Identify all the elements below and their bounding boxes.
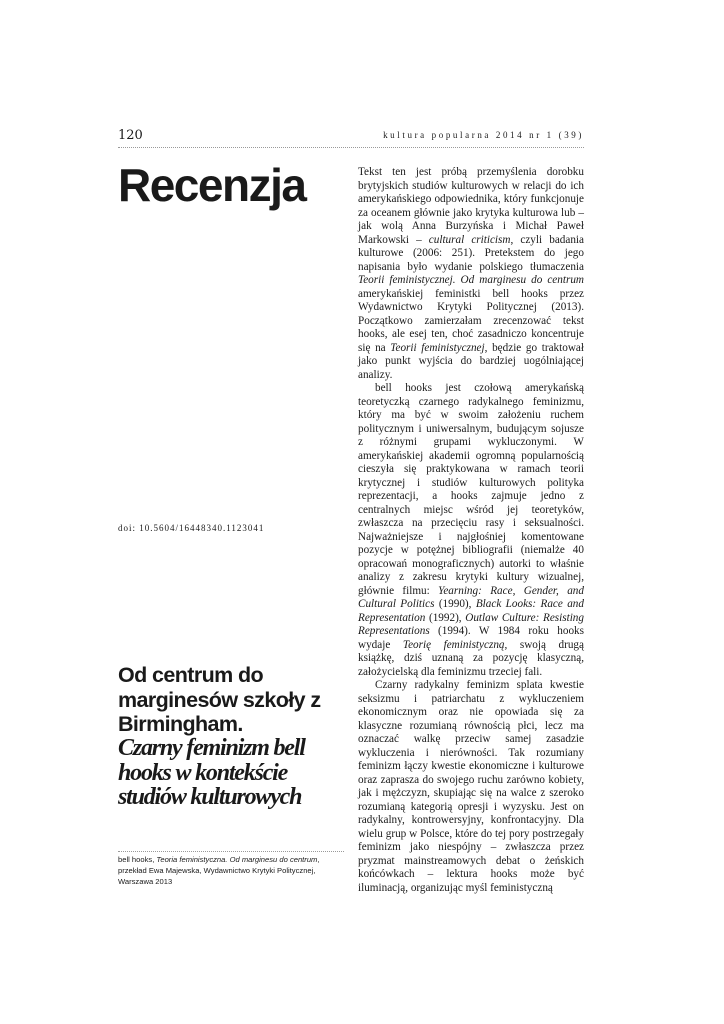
body-text: , będzie go traktował jako punkt wyjścia do bardziej uogólniającej analizy. <box>358 341 584 381</box>
section-title: Recenzja <box>118 159 306 211</box>
body-text: , swoją drugą książkę, dziś uznaną za pozycję klasyczną, założycielską dla feminizmu trzeciej fali. <box>358 638 584 678</box>
body-paragraph <box>358 166 584 382</box>
article-subtitle: Czarny feminizm bell hooks w kontekście studiów kulturowych <box>118 735 305 810</box>
body-text: bell hooks jest czołową amerykańską teoretyczką czarnego radykalnego feminizmu, który ma być w swoim założeniu ruchem politycznym i uniwersalnym, budującym sojusze z różnymi grupami wykluczonymi. W amerykańskiej akademii ogromną popularnością cieszyła się praktykowana w ramach teorii krytycznej i studiów kulturowych polityka reprezentacji, a hooks zajmuje jedno z centralnych miejsc wśród jej teoretyków, zwłaszcza na przecięciu rasy i seksualności. Najważniejsze i najgłośniej komentowane pozycje w potężnej bibliografii (niemalże 40 opracowań monograficznych) autorki to właśnie analizy z zakresu krytyki kultury wizualnej, głównie filmu: <box>358 382 584 597</box>
body-text: (1992), <box>425 611 466 624</box>
book-reference-details: , przekład Ewa Majewska, Wydawnictwo Krytyki Politycznej, Warszawa 2013 <box>118 855 320 886</box>
body-paragraph <box>358 382 584 679</box>
body-text: (1990), <box>434 598 476 610</box>
body-text: , czyli badania kulturowe (2006: 251). Pretekstem do jego napisania było wydanie polskiego tłumaczenia <box>358 233 585 273</box>
body-text: (1994). W 1984 roku hooks wydaje <box>358 625 584 651</box>
body-text-italic: Black Looks: Race and Representation <box>358 598 584 624</box>
body-text: Tekst ten jest próbą przemyślenia dorobku brytyjskich studiów kulturowych w relacji do ich amerykańskiego odpowiednika, który funkcjonuje za oceanem głównie jako krytyka kulturowa lub – jak wolą Anna Burzyńska i Michał Paweł Markowski – <box>358 166 584 246</box>
body-text-italic: Teorii feministycznej. Od marginesu do centrum <box>358 274 584 286</box>
article-title: Od centrum do marginesów szkoły z Birmingham. <box>118 663 321 736</box>
body-text-italic: Teorii feministycznej <box>390 341 485 354</box>
page-number: 120 <box>118 128 143 143</box>
book-reference-divider <box>118 851 344 852</box>
running-head: kultura popularna 2014 nr 1 (39) <box>383 130 584 140</box>
body-text-italic: Outlaw Culture: Resisting Representations <box>358 611 584 637</box>
header-divider <box>118 147 584 148</box>
body-paragraph: Czarny radykalny feminizm splata kwestie seksizmu i patriarchatu z wykluczeniem ekonomicznym oraz nie opowiada się za klasyczne rozumianą równością płci, lecz ma oznaczać walkę przeciw samej zasadzie wykluczenia i nierówności. Tak rozumiany feminizm łączy kwestie ekonomiczne i kulturowe oraz zaprasza do swojego ruchu zarówno kobiety, jak i mężczyzn, skupiając się na walce z szeroko rozumianą kategorią opresji i wyzysku. Jest on radykalny, kontrowersyjny, konfrontacyjny. Dla wielu grup w Polsce, które do tej pory postrzegały feminizm jako niespójny – zwłaszcza przez pryzmat mainstreamowych debat o żeńskich końcówkach – lektura hooks może być iluminacją, organizując myśl feministyczną <box>358 679 584 894</box>
doi: doi: 10.5604/16448340.1123041 <box>118 523 265 533</box>
book-reference-title: Teoria feministyczna. Od marginesu do centrum <box>156 855 318 864</box>
body-text-italic: Yearning: Race, Gender, and Cultural Politics <box>358 584 584 610</box>
article-body <box>358 166 585 894</box>
body-text-italic: Teorię feministyczną <box>402 638 505 651</box>
body-text: amerykańskiej feministki bell hooks przez Wydawnictwo Krytyki Politycznej (2013). Początkowo zamierzałam zrecenzować tekst hooks, ale esej ten, choć zasadniczo koncentruje się na <box>358 287 584 354</box>
book-reference <box>118 854 346 887</box>
book-reference-author: bell hooks, <box>118 855 157 864</box>
body-text-italic: cultural criticism <box>428 233 511 246</box>
page-header <box>118 128 584 144</box>
